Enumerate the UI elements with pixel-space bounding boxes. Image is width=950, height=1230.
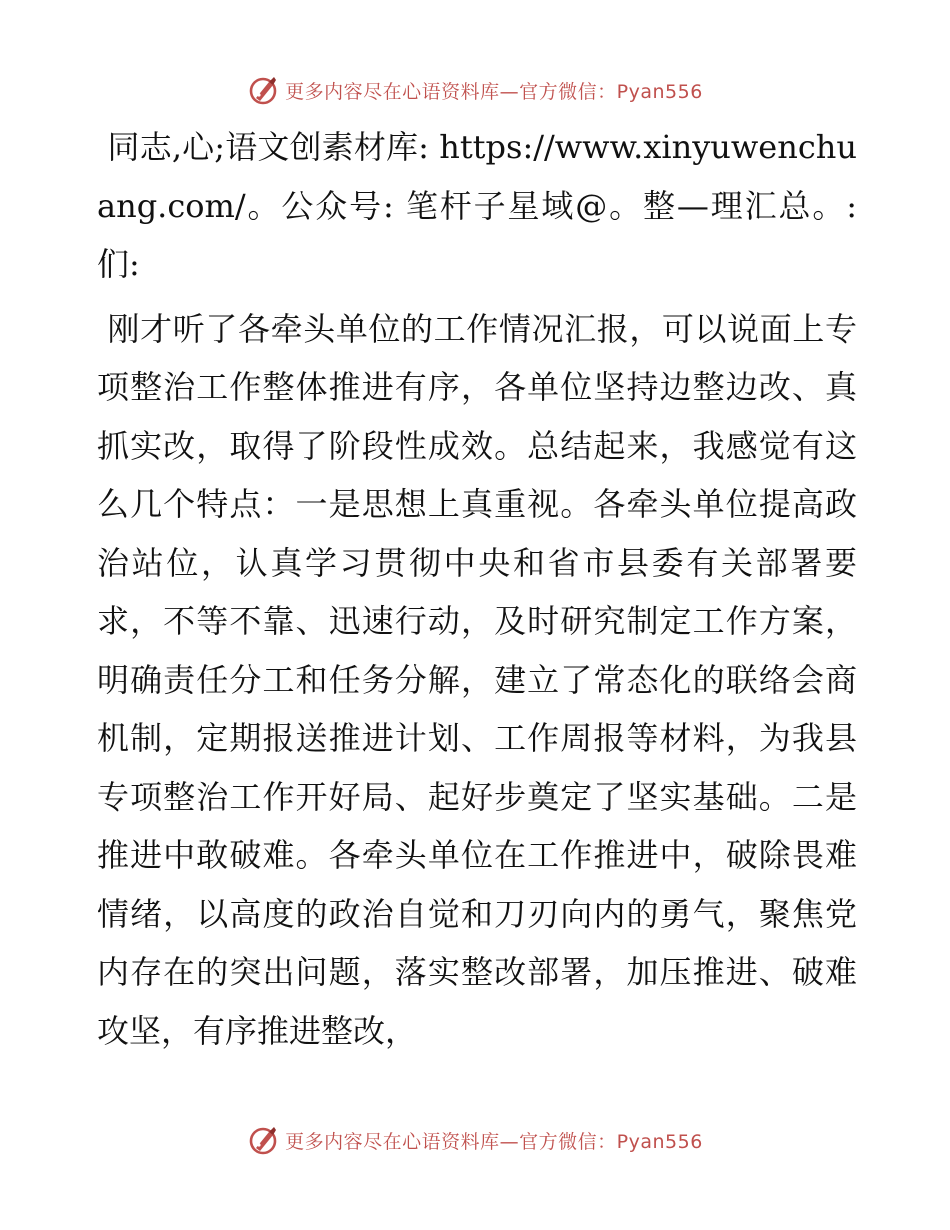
footer-watermark-banner [0, 1118, 950, 1162]
watermark-text: 更多内容尽在心语资料库—官方微信：Pyan556 [285, 1130, 703, 1153]
paragraph-1: 同志,心;语文创素材库: https://www.xinyuwenchuang.com/。公众号: 笔杆子星域@。整—理汇总。:们: [97, 128, 857, 283]
paragraph-2: 刚才听了各牵头单位的工作情况汇报，可以说面上专项整治工作整体推进有序，各单位坚持边整边改、真抓实改，取得了阶段性成效。总结起来，我感觉有这么几个特点：一是思想上真重视。各牵头单位提高政治站位，认真学习贯彻中央和省市县委有关部署要求，不等不靠、迅速行动，及时研究制定工作方案，明确责任分工和任务分解，建立了常态化的联络会商机制，定期报送推进计划、工作周报等材料，为我县专项整治工作开好局、起好步奠定了坚实基础。二是推进中敢破难。各牵头单位在工作推进中，破除畏难情绪，以高度的政治自觉和刀刃向内的勇气，聚焦党内存在的突出问题，落实整改部署，加压推进、破难攻坚，有序推进整改， [97, 309, 857, 1050]
pen-quill-logo-icon [247, 1124, 279, 1156]
watermark-text: 更多内容尽在心语资料库—官方微信：Pyan556 [285, 80, 703, 103]
pen-quill-logo-icon [247, 74, 279, 106]
document-body [97, 118, 857, 1060]
header-watermark-banner [0, 68, 950, 112]
